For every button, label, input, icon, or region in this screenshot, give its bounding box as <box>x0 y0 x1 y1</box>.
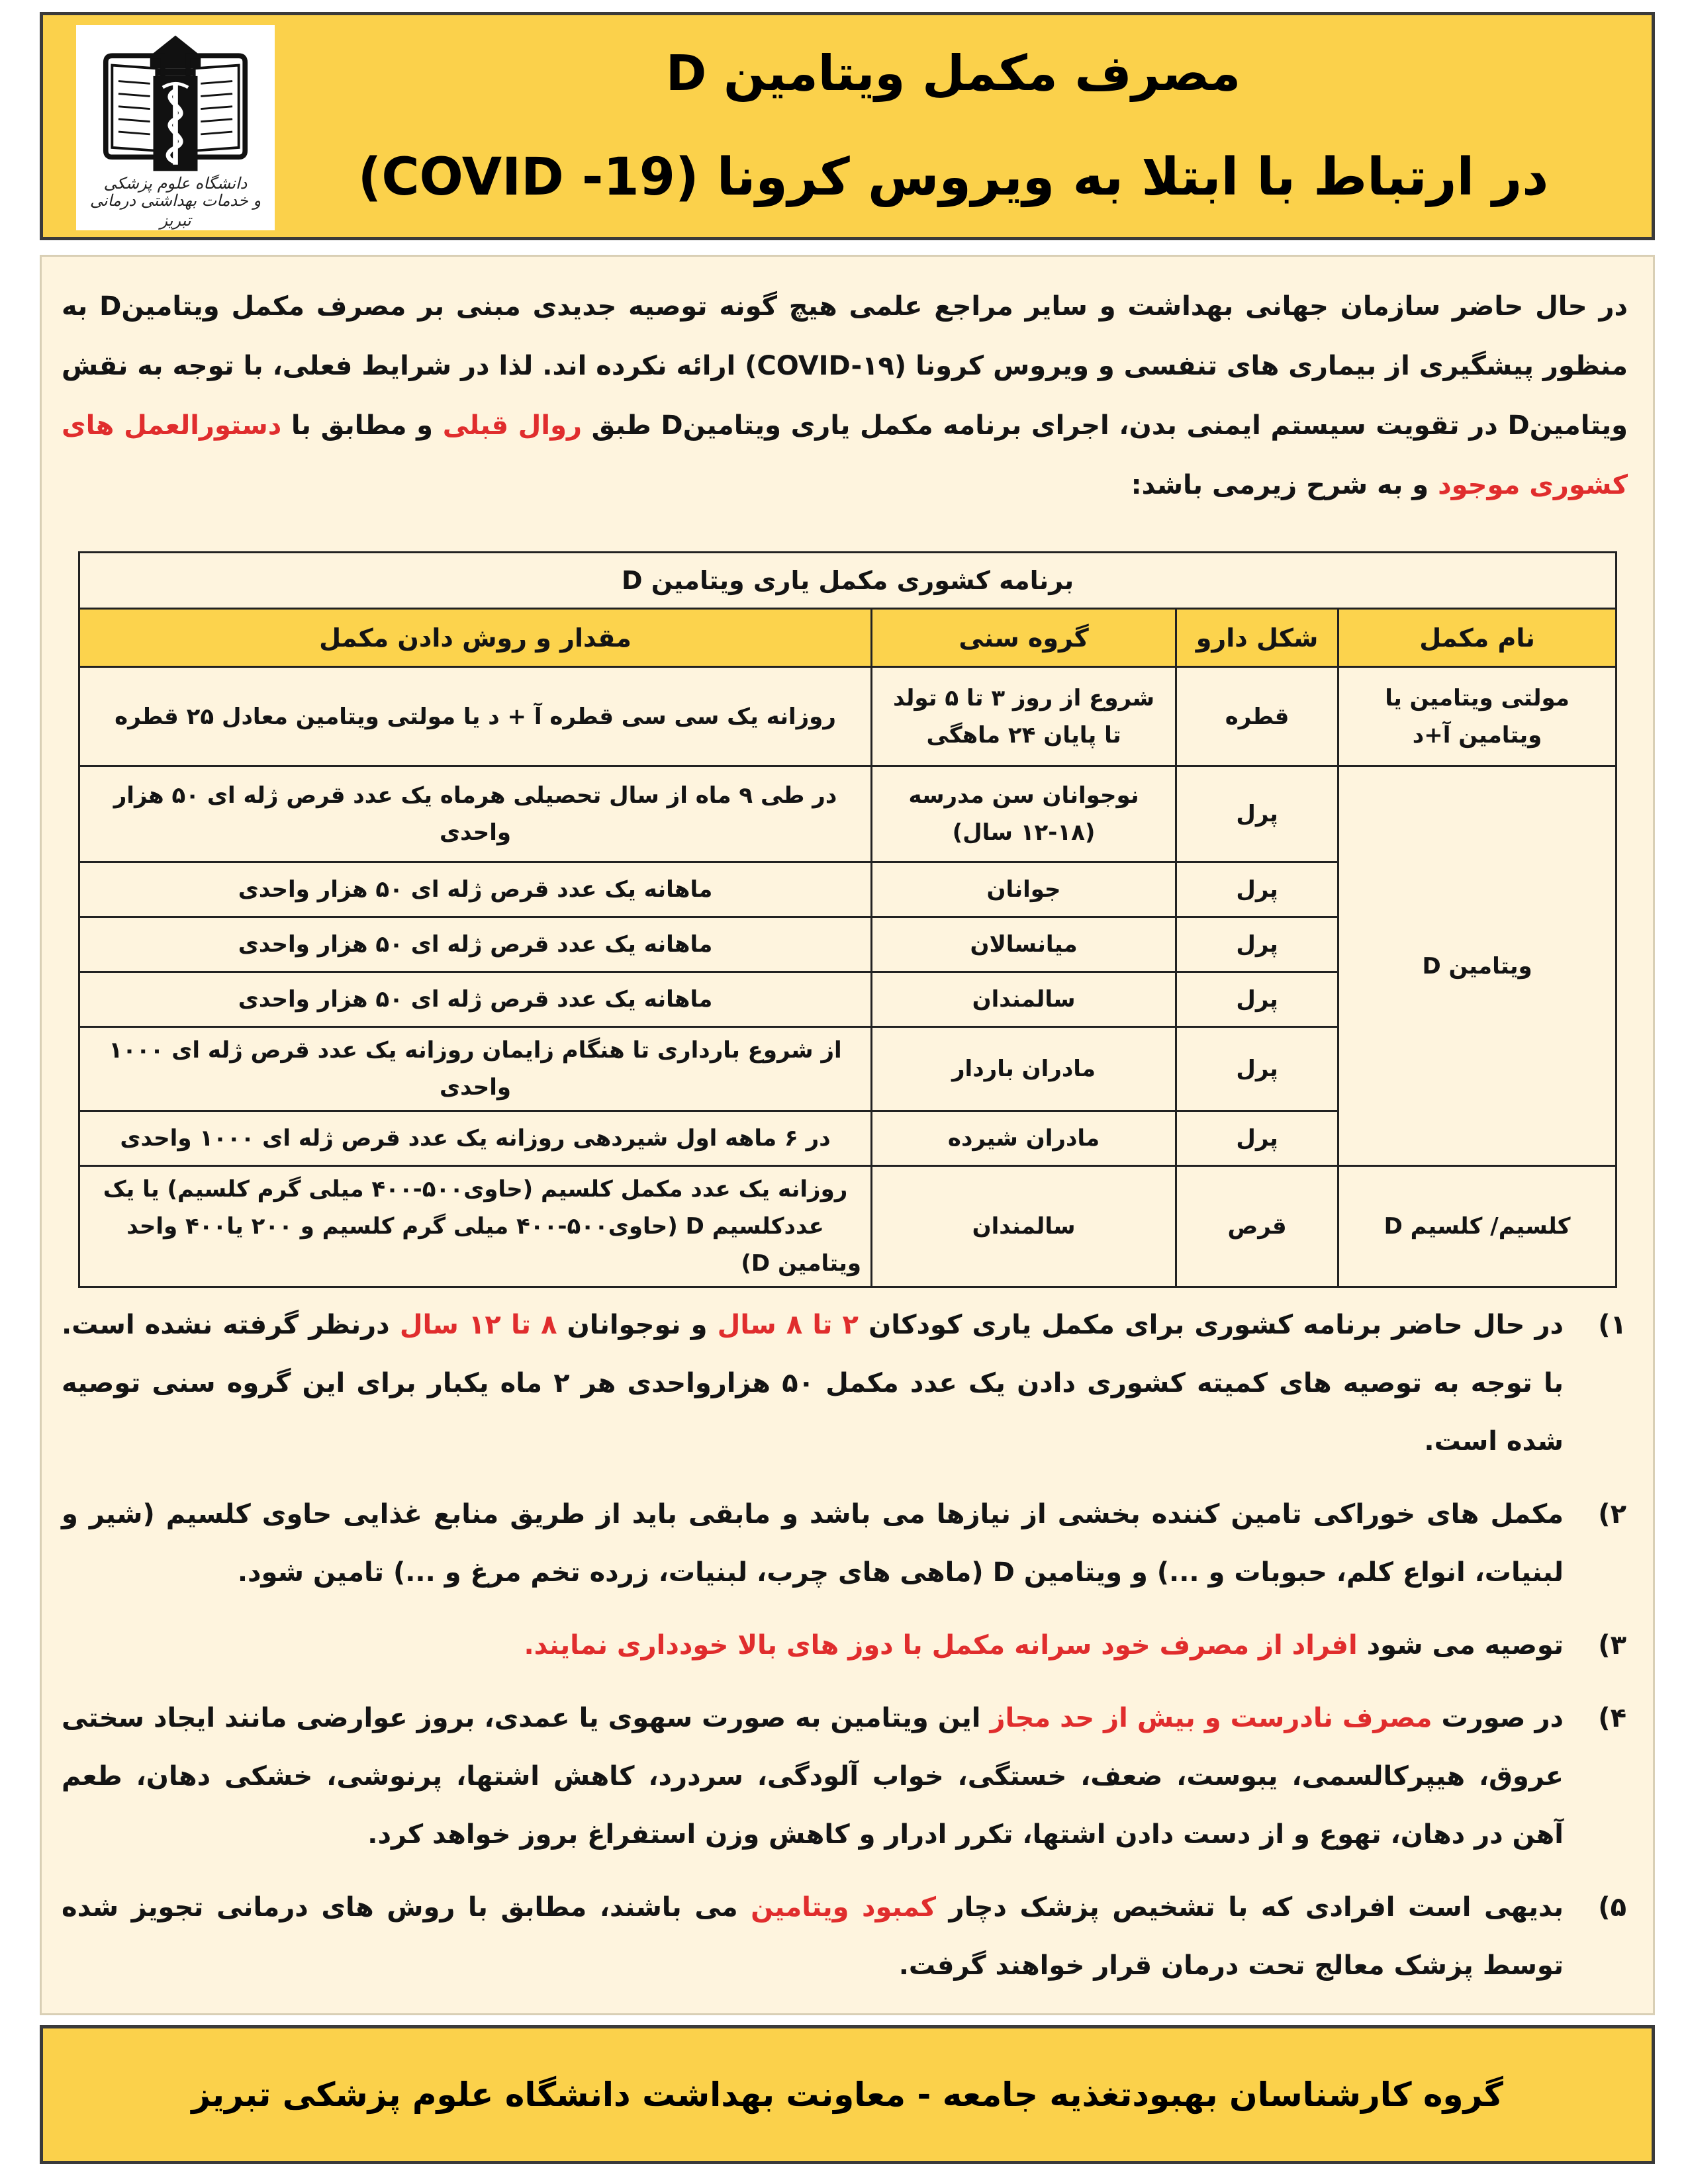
note-number: ۳) <box>1598 1630 1626 1661</box>
cell-dose: ماهانه یک عدد قرص ژله ای ۵۰ هزار واحدی <box>79 862 872 917</box>
content-panel <box>40 255 1655 2015</box>
cell-dose: ماهانه یک عدد قرص ژله ای ۵۰ هزار واحدی <box>79 972 872 1027</box>
cell-name: مولتی ویتامین یا ویتامین آ+د <box>1338 667 1617 766</box>
note-item <box>62 1296 1626 1471</box>
note-text: در صورت <box>1432 1703 1564 1733</box>
note-text: در حال حاضر برنامه کشوری برای مکمل یاری کودکان <box>858 1310 1564 1340</box>
note-text: می باشند، مطابق با روش های درمانی تجویز شده توسط پزشک معالج تحت درمان قرار خواهند گرفت. <box>62 1892 1564 1981</box>
notes-list <box>62 1296 1626 2082</box>
note-text: بدیهی است افرادی که با تشخیص پزشک دچار <box>936 1892 1564 1923</box>
note-text: این ویتامین به صورت سهوی یا عمدی، بروز عوارضی مانند ایجاد سختی عروق، هیپرکالسمی، یبوست، ضعف، خستگی، خواب آلودگی، سردرد، کاهش اشتها، پرنوشی، خشکی دهان، طعم آهن در دهان، تهوع و از دست دادن اشتها، تکرر ادرار و کاهش وزن استفراغ بروز خواهد کرد. <box>62 1703 1564 1850</box>
note-text: درنظر گرفته نشده است. با توجه به توصیه های کمیته کشوری دادن یک عدد مکمل ۵۰ هزارواحدی هر ۲ ماه یکبار برای این گروه سنی توصیه شده است. <box>62 1310 1564 1457</box>
intro-text-2: و مطابق با <box>281 410 443 441</box>
note-highlight: مصرف نادرست و بیش از حد مجاز <box>990 1703 1432 1733</box>
note-item <box>62 1689 1626 1864</box>
logo-caption-line2: و خدمات بهداشتی درمانی تبریز <box>89 191 261 230</box>
intro-text-1: در حال حاضر سازمان جهانی بهداشت و سایر مراجع علمی هیچ گونه توصیه جدیدی مبنی بر مصرف مکمل ویتامینD به منظور پیشگیری از بیماری های تنفسی و ویروس کرونا (COVID-۱۹) ارائه نکرده اند. لذا در شرایط فعلی، با توجه به نقش ویتامینD در تقویت سیستم ایمنی بدن، اجرای برنامه مکمل یاری ویتامینD طبق <box>62 291 1628 441</box>
note-item <box>62 1878 1626 1995</box>
note-highlight: ۸ تا ۱۲ سال <box>399 1310 557 1340</box>
cell-age: شروع از روز ۳ تا ۵ تولد تا پایان ۲۴ ماهگی <box>872 667 1176 766</box>
cell-dose: روزانه یک سی سی قطره آ + د یا مولتی ویتامین معادل ۲۵ قطره <box>79 667 872 766</box>
cell-form: پرل <box>1176 972 1338 1027</box>
cell-age: سالمندان <box>872 1166 1176 1287</box>
cell-dose: روزانه یک عدد مکمل کلسیم (حاوی۵۰۰-۴۰۰ میلی گرم کلسیم) یا یک عددکلسیم D (حاوی۵۰۰-۴۰۰ میلی گرم کلسیم و ۲۰۰ یا۴۰۰ واحد ویتامین D) <box>79 1166 872 1287</box>
page-subtitle: در ارتباط با ابتلا به ویروس کرونا (COVID -19) <box>357 148 1549 207</box>
footer-banner <box>40 2025 1655 2164</box>
cell-dose: در طی ۹ ماه از سال تحصیلی هرماه یک عدد قرص ژله ای ۵۰ هزار واحدی <box>79 766 872 862</box>
intro-paragraph <box>62 277 1628 515</box>
cell-dose: ماهانه یک عدد قرص ژله ای ۵۰ هزار واحدی <box>79 917 872 972</box>
note-number: ۴) <box>1598 1703 1626 1733</box>
table-row <box>79 1166 1617 1287</box>
cell-dose: از شروع بارداری تا هنگام زایمان روزانه یک عدد قرص ژله ای ۱۰۰۰ واحدی <box>79 1027 872 1111</box>
note-number: ۲) <box>1598 1499 1626 1529</box>
table-caption: برنامه کشوری مکمل یاری ویتامین D <box>79 553 1617 609</box>
header-banner <box>40 12 1655 240</box>
note-highlight: افراد از مصرف خود سرانه مکمل با دوز های بالا خودداری نمایند. <box>524 1630 1358 1661</box>
header-age: گروه سنی <box>872 609 1176 667</box>
cell-age: نوجوانان سن مدرسه (۱۸-۱۲ سال) <box>872 766 1176 862</box>
note-item <box>62 1616 1626 1674</box>
cell-age: جوانان <box>872 862 1176 917</box>
university-logo <box>76 25 275 230</box>
note-text: مکمل های خوراکی تامین کننده بخشی از نیازها می باشد و مابقی باید از طریق منابع غذایی حاوی کلسیم (شیر و لبنیات، انواع کلم، حبوبات و ...) و ویتامین D (ماهی های چرب، لبنیات، زرده تخم مرغ و ...) تامین شود. <box>62 1499 1564 1588</box>
note-highlight: ۲ تا ۸ سال <box>717 1310 859 1340</box>
cell-form: پرل <box>1176 1027 1338 1111</box>
logo-caption-line1: دانشگاه علوم پزشکی <box>103 174 248 193</box>
header-form: شکل دارو <box>1176 609 1338 667</box>
header-dose: مقدار و روش دادن مکمل <box>79 609 872 667</box>
cell-name: کلسیم/ کلسیم D <box>1338 1166 1617 1287</box>
cell-dose: در ۶ ماهه اول شیردهی روزانه یک عدد قرص ژله ای ۱۰۰۰ واحدی <box>79 1111 872 1166</box>
cell-age: میانسالان <box>872 917 1176 972</box>
page-title: مصرف مکمل ویتامین D <box>665 45 1241 102</box>
cell-form: قطره <box>1176 667 1338 766</box>
cell-form: قرص <box>1176 1166 1338 1287</box>
cell-name: ویتامین D <box>1338 766 1617 1166</box>
cell-form: پرل <box>1176 917 1338 972</box>
note-text: توصیه می شود <box>1357 1630 1564 1661</box>
intro-highlight-1: روال قبلی <box>442 410 582 441</box>
footer-text: گروه کارشناسان بهبودتغذیه جامعه - معاونت بهداشت دانشگاه علوم پزشکی تبریز <box>191 2075 1503 2114</box>
cell-age: سالمندان <box>872 972 1176 1027</box>
cell-age: مادران باردار <box>872 1027 1176 1111</box>
note-text: و نوجوانان <box>557 1310 718 1340</box>
university-emblem-icon <box>89 30 261 176</box>
note-item <box>62 1485 1626 1602</box>
cell-form: پرل <box>1176 862 1338 917</box>
intro-text-3: و به شرح زیرمی باشد: <box>1131 470 1438 500</box>
cell-form: پرل <box>1176 1111 1338 1166</box>
note-highlight: کمبود ویتامین <box>751 1892 937 1923</box>
table-row <box>79 667 1617 766</box>
note-number: ۱) <box>1598 1310 1626 1340</box>
cell-form: پرل <box>1176 766 1338 862</box>
table-row <box>79 766 1617 862</box>
intro-highlight-2: دستورالعمل های کشوری موجود <box>62 410 1628 500</box>
note-number: ۵) <box>1598 1892 1626 1923</box>
vitamin-d-table <box>78 551 1617 1288</box>
cell-age: مادران شیرده <box>872 1111 1176 1166</box>
header-name: نام مکمل <box>1338 609 1617 667</box>
